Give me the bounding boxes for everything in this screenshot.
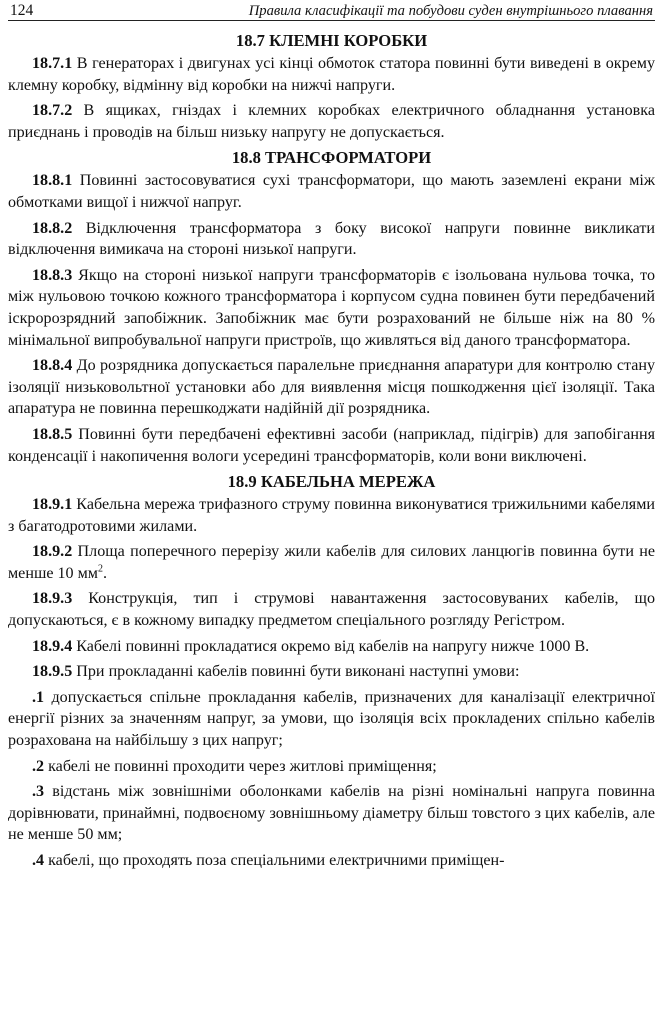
clause-number: 18.9.5 xyxy=(32,663,73,681)
clause-number: 18.9.2 xyxy=(32,543,73,561)
clause-text: Конструкція, тип і струмові навантаження застосовуваних кабелів, що допускаються, є в кожному випадку предметом спеціального розгляду Регістром. xyxy=(8,590,655,630)
clause-paragraph xyxy=(8,53,655,96)
clause-number: 18.8.4 xyxy=(32,357,73,375)
clause-paragraph xyxy=(8,850,655,872)
clause-number: .4 xyxy=(32,852,45,869)
clause-number: 18.8.5 xyxy=(32,425,73,443)
clause-paragraph xyxy=(8,588,655,631)
clause-paragraph xyxy=(8,424,655,467)
clause-text: Площа поперечного перерізу жили кабелів для силових ланцюгів повинна бути не менше 10 мм xyxy=(8,543,655,582)
clause-text: Якщо на стороні низької напруги трансформаторів є ізольована нульова точка, то між нульовою точкою кожного трансформатора і корпусом судна повинен бути передбачений іскророзрядний запобіжник. Запобіжник має бути розрахований не більше ніж на 80 % мінімальної випробувальної напруги пристроїв, що живляться від даного трансформатора. xyxy=(8,266,655,349)
clause-text: В ящиках, гніздах і клемних коробках електричного обладнання установка приєднань і проводів на більш низьку напругу не допускається. xyxy=(8,102,655,141)
clause-text: Кабелі повинні прокладатися окремо від кабелів на напругу нижче 1000 В. xyxy=(72,637,590,655)
clause-number: 18.8.3 xyxy=(32,266,73,284)
clause-text-end: . xyxy=(103,564,108,582)
section-title: 18.7 КЛЕМНІ КОРОБКИ xyxy=(235,31,428,50)
clause-number: 18.8.1 xyxy=(32,172,73,190)
document-body xyxy=(8,30,655,872)
section xyxy=(8,147,655,467)
clause-paragraph xyxy=(8,661,655,683)
clause-number: 18.7.1 xyxy=(32,55,73,72)
clause-text: кабелі не повинні проходити через житлові приміщення; xyxy=(44,757,437,775)
page-number: 124 xyxy=(10,2,34,19)
clause-number: 18.9.4 xyxy=(32,637,73,655)
running-title: Правила класифікації та побудови суден внутрішнього плавання xyxy=(248,3,653,19)
clause-paragraph xyxy=(8,781,655,846)
section xyxy=(8,471,655,872)
clause-number: 18.9.1 xyxy=(32,496,73,514)
superscript: 2 xyxy=(98,563,103,575)
clause-paragraph xyxy=(8,100,655,143)
clause-text: Повинні бути передбачені ефективні засоби (наприклад, підігрів) для запобігання конденсації і накопичення вологи усередині трансформаторів, коли вони виключені. xyxy=(8,425,655,465)
clause-number: 18.7.2 xyxy=(32,102,73,120)
page-header xyxy=(8,0,655,21)
clause-paragraph xyxy=(8,494,655,537)
clause-paragraph xyxy=(8,170,655,213)
clause-paragraph xyxy=(8,265,655,351)
clause-text: Кабельна мережа трифазного струму повинна виконуватися трижильними кабелями з багатодротовими жилами. xyxy=(8,496,655,535)
clause-text: Повинні застосовуватися сухі трансформатори, що мають заземлені екрани між обмотками вищої і нижчої напруг. xyxy=(8,172,655,211)
section-title: 18.8 ТРАНСФОРМАТОРИ xyxy=(231,148,432,168)
clause-number: .2 xyxy=(32,757,45,775)
clause-paragraph xyxy=(8,541,655,584)
clause-text: До розрядника допускається паралельне приєднання апаратури для контролю стану ізоляції низьковольтної установки або для виявлення місця пошкодження цієї ізоляції. Така апаратура не повинна перешкоджати надійній дії розрядника. xyxy=(8,357,655,418)
clause-paragraph xyxy=(8,355,655,420)
clause-text: допускається спільне прокладання кабелів, призначених для каналізації електричної енергії різних за значенням напруг, за умови, що ізоляція всіх прокладених спільно кабелів розрахована на найбільшу з цих напруг; xyxy=(8,688,655,750)
clause-paragraph xyxy=(8,756,655,778)
clause-text: Відключення трансформатора з боку високої напруги повинне викликати відключення вимикача на стороні низької напруги. xyxy=(8,219,655,259)
section xyxy=(8,30,655,143)
clause-paragraph xyxy=(8,687,655,752)
clause-number: 18.9.3 xyxy=(32,590,73,608)
clause-text: відстань між зовнішніми оболонками кабелів на різні номінальні напруга повинна дорівнювати, принаймні, подвоєному зовнішньому діаметру більш товстого з цих кабелів, але не менше 50 мм; xyxy=(8,783,655,844)
section-title: 18.9 КАБЕЛЬНА МЕРЕЖА xyxy=(227,472,436,492)
clause-number: .1 xyxy=(32,688,45,706)
clause-number: 18.8.2 xyxy=(32,219,73,237)
clause-paragraph xyxy=(8,218,655,261)
clause-text: В генераторах і двигунах усі кінці обмоток статора повинні бути виведені в окрему клемну коробку, відмінну від коробки на нижчі напруги. xyxy=(8,55,655,94)
clause-text: При прокладанні кабелів повинні бути виконані наступні умови: xyxy=(72,663,520,681)
clause-text: кабелі, що проходять поза спеціальними електричними приміщен- xyxy=(44,852,505,869)
clause-number: .3 xyxy=(32,783,45,801)
clause-paragraph xyxy=(8,636,655,658)
